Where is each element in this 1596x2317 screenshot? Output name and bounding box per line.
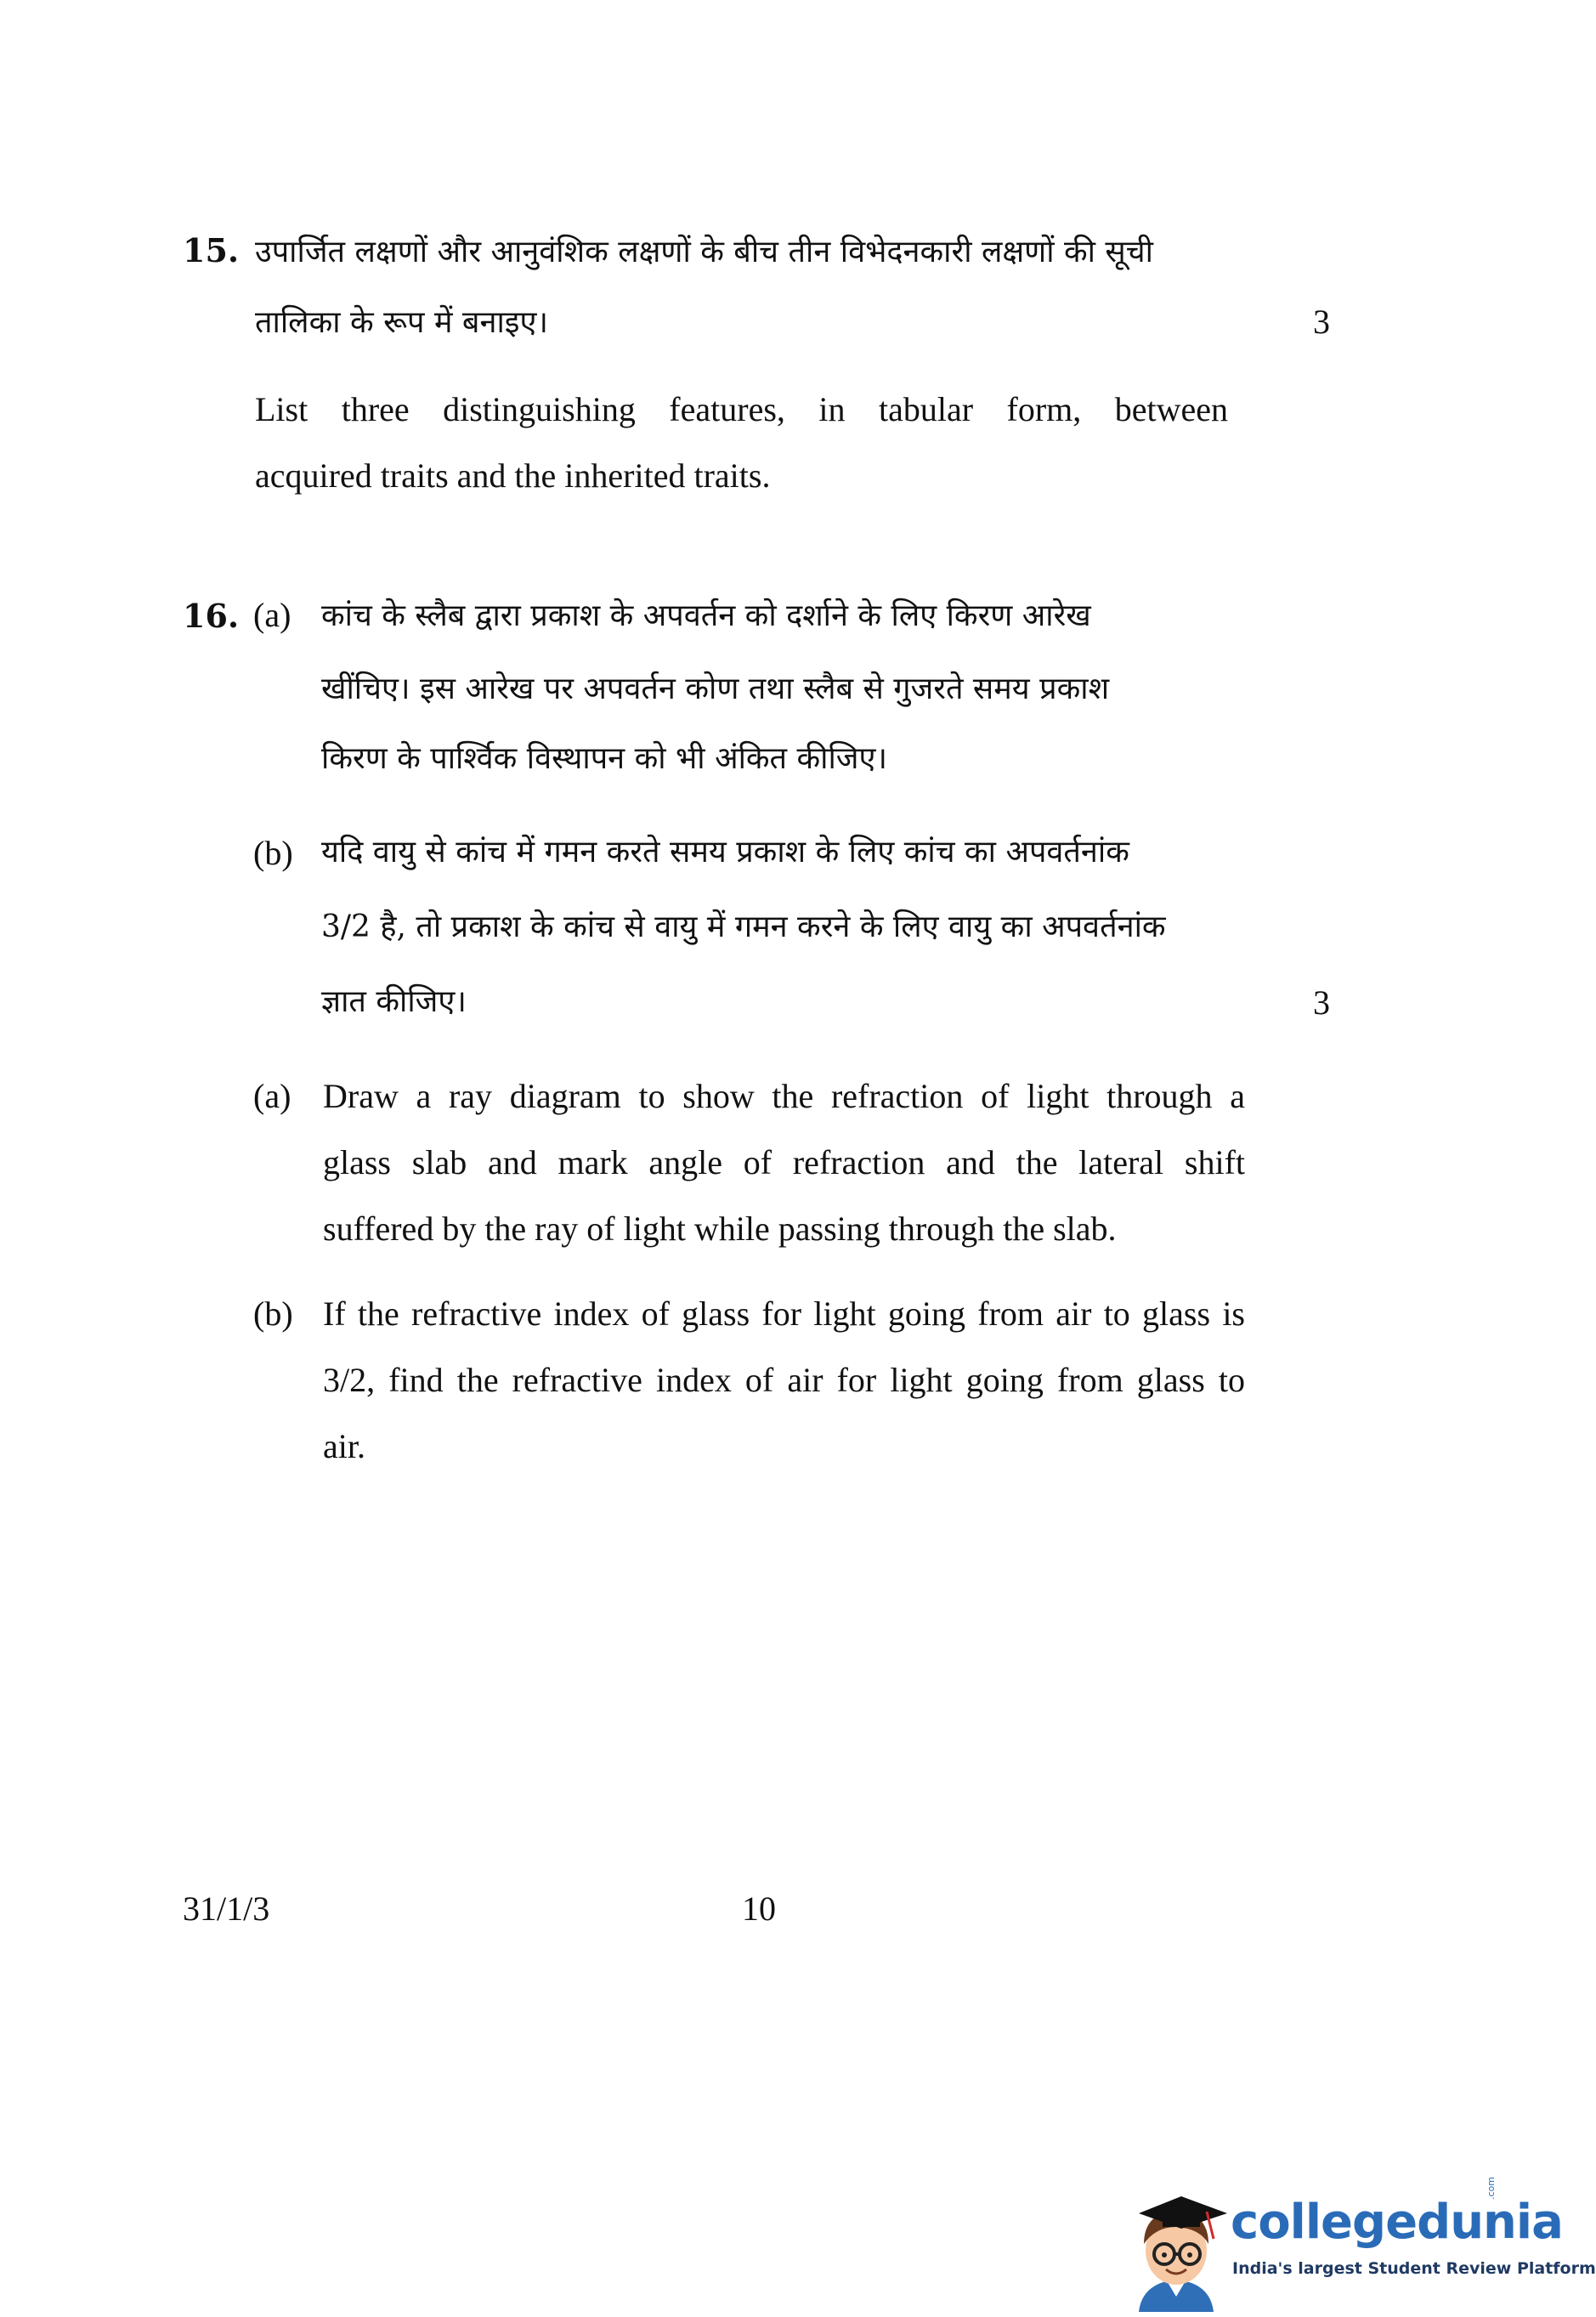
logo-domain-suffix: .com <box>1486 2177 1497 2200</box>
question-16-hindi-b-line-1: यदि वायु से कांच में गमन करते समय प्रकाश के लिए कांच का अपवर्तनांक <box>321 835 1129 870</box>
question-16-english-a-line-1: Draw a ray diagram to show the refraction of light through a <box>323 1077 1245 1115</box>
question-16-hindi-a-line-3: किरण के पार्श्विक विस्थापन को भी अंकित कीजिए। <box>321 741 888 776</box>
student-mascot-icon <box>1122 2184 1231 2312</box>
question-16-hindi-a-line-1: कांच के स्लैब द्वारा प्रकाश के अपवर्तन को दर्शाने के लिए किरण आरेख <box>321 598 1091 633</box>
question-16-english-b-line-2: 3/2, find the refractive index of air for light going from glass to <box>323 1361 1245 1399</box>
question-15-english-line-2: acquired traits and the inherited traits. <box>255 456 771 495</box>
question-16-english-b-line-3: air. <box>323 1427 365 1465</box>
footer-paper-code: 31/1/3 <box>183 1889 270 1928</box>
logo-tagline: India's largest Student Review Platform <box>1232 2259 1596 2278</box>
question-16-hindi-label-a: (a) <box>253 596 291 634</box>
question-15-number: 15. <box>183 231 240 269</box>
question-16-hindi-b-line-3: ज्ञात कीजिए। <box>321 984 467 1019</box>
question-16-english-b-line-1: If the refractive index of glass for light going from air to glass is <box>323 1294 1245 1333</box>
question-16-english-a-line-2: glass slab and mark angle of refraction and the lateral shift <box>323 1143 1245 1181</box>
logo-wordmark: collegedunia <box>1231 2195 1563 2250</box>
collegedunia-logo <box>1122 2177 1596 2312</box>
question-16-hindi-b-line-2: 3/2 है, तो प्रकाश के कांच से वायु में गमन करने के लिए वायु का अपवर्तनांक <box>321 909 1166 944</box>
question-16-english-a-line-3: suffered by the ray of light while passing through the slab. <box>323 1209 1117 1248</box>
question-16-marks: 3 <box>1313 983 1330 1022</box>
question-16-hindi-label-b: (b) <box>253 834 293 872</box>
question-16-hindi-a-line-2: खींचिए। इस आरेख पर अपवर्तन कोण तथा स्लैब से गुजरते समय प्रकाश <box>321 671 1110 706</box>
question-16-english-label-a: (a) <box>253 1077 291 1115</box>
question-15-hindi-line-1: उपार्जित लक्षणों और आनुवंशिक लक्षणों के बीच तीन विभेदनकारी लक्षणों की सूची <box>255 235 1153 269</box>
question-15-marks: 3 <box>1313 303 1330 341</box>
question-16-number: 16. <box>183 597 240 635</box>
footer-page-number: 10 <box>742 1889 776 1928</box>
question-16-english-label-b: (b) <box>253 1294 293 1333</box>
question-15-hindi-line-2: तालिका के रूप में बनाइए। <box>255 305 549 340</box>
question-15-english-line-1: List three distinguishing features, in tabular form, between <box>255 390 1228 428</box>
